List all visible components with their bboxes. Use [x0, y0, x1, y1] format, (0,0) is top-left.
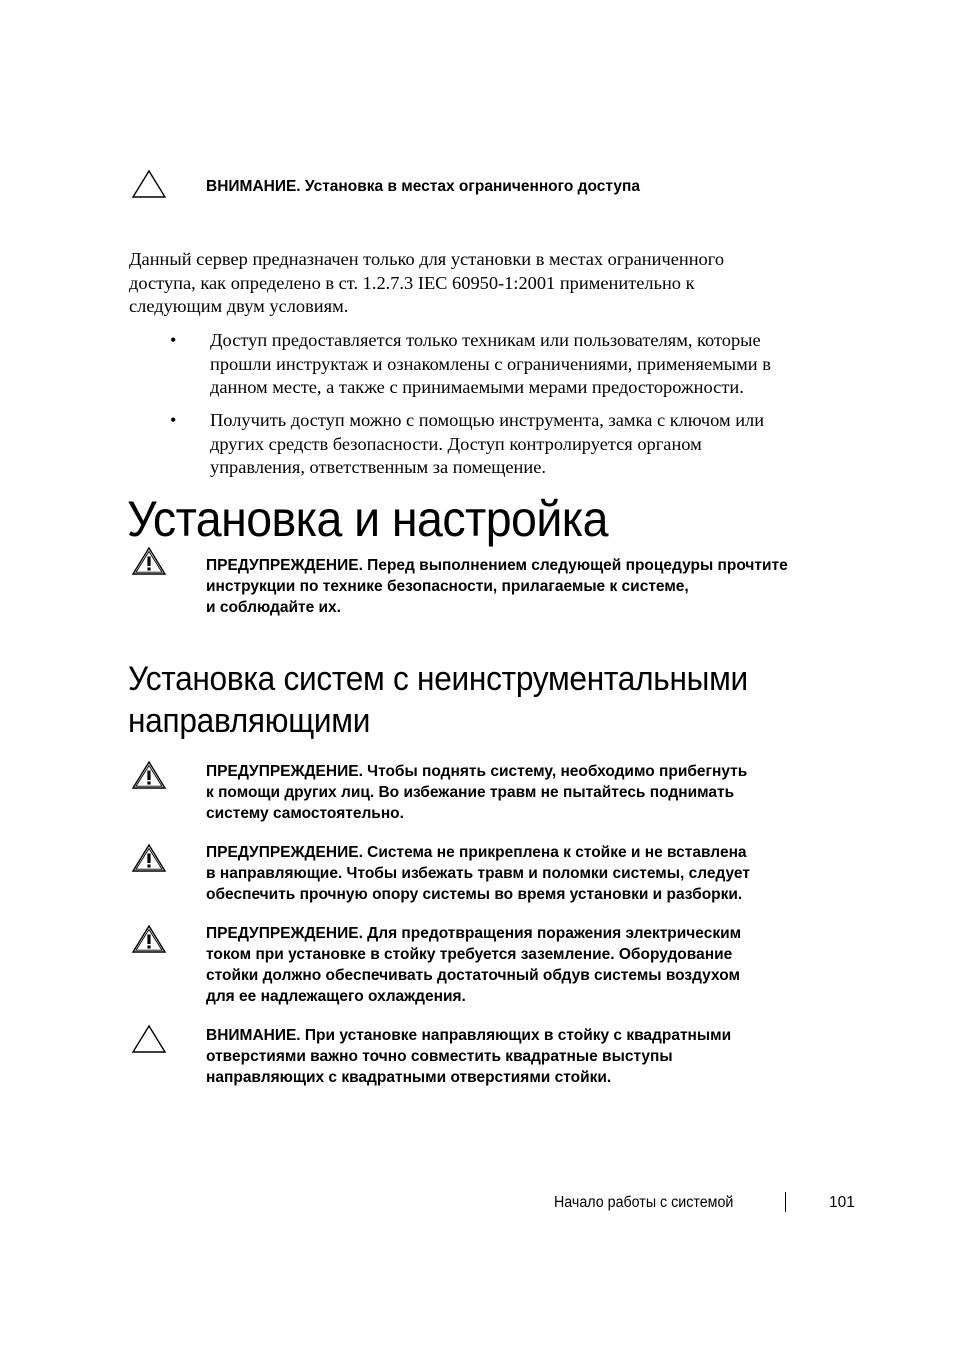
- warning-text: ПРЕДУПРЕЖДЕНИЕ. Для предотвращения поражения электрическим током при установке в стойку требуется заземление. Оборудование стойки должно обеспечивать достаточный обдув системы воздухом для ее надлежащего охлаждения.: [206, 925, 742, 1005]
- warning-text: ПРЕДУПРЕЖДЕНИЕ. Система не прикреплена к стойке и не вставлена в направляющие. Чтобы избежать травм и поломки системы, следует обеспечить прочную опору системы во время установки и разборки.: [206, 844, 750, 903]
- bullet-text: Доступ предоставляется только техникам или пользователям, которые прошли инструктаж и ознакомлены с ограничениями, применяемыми в данном месте, а также с принимаемыми мерами предосторожности.: [210, 330, 771, 397]
- warning-icon: [131, 546, 167, 578]
- bullet-text: Получить доступ можно с помощью инструмента, замка с ключом или других средств безопасности. Доступ контролируется органом управления, ответственным за помещение.: [210, 410, 765, 477]
- caution-icon: [131, 169, 167, 201]
- intro-paragraph: Данный сервер предназначен только для установки в местах ограниченного доступа, как определено в ст. 1.2.7.3 IEC 60950-1:2001 применительно к следующим двум условиям.: [129, 249, 725, 316]
- footer-separator: [785, 1192, 786, 1212]
- caution-icon: [131, 1024, 167, 1056]
- warning-icon: [131, 760, 167, 792]
- bullet-marker: •: [170, 410, 177, 430]
- bullet-marker: •: [170, 330, 177, 350]
- caution-text: ВНИМАНИЕ. При установке направляющих в стойку с квадратными отверстиями важно точно совместить квадратные выступы направляющих с квадратными отверстиями стойки.: [206, 1027, 732, 1086]
- warning-text: ПРЕДУПРЕЖДЕНИЕ. Перед выполнением следующей процедуры прочтите инструкции по технике безопасности, прилагаемые к системе, и соблюдайте их.: [206, 557, 788, 616]
- footer-chapter-title: Начало работы с системой: [554, 1194, 734, 1211]
- section-heading-setup: Установка и настройка: [127, 491, 608, 547]
- warning-icon: [131, 924, 167, 956]
- caution-text: ВНИМАНИЕ. Установка в местах ограниченного доступа: [206, 178, 640, 195]
- warning-icon: [131, 843, 167, 875]
- page-number: 101: [829, 1194, 855, 1211]
- section-heading-toolless-rails: Установка систем с неинструментальными направляющими: [128, 660, 748, 740]
- warning-text: ПРЕДУПРЕЖДЕНИЕ. Чтобы поднять систему, необходимо прибегнуть к помощи других лиц. Во избежание травм не пытайтесь поднимать систему самостоятельно.: [206, 763, 748, 822]
